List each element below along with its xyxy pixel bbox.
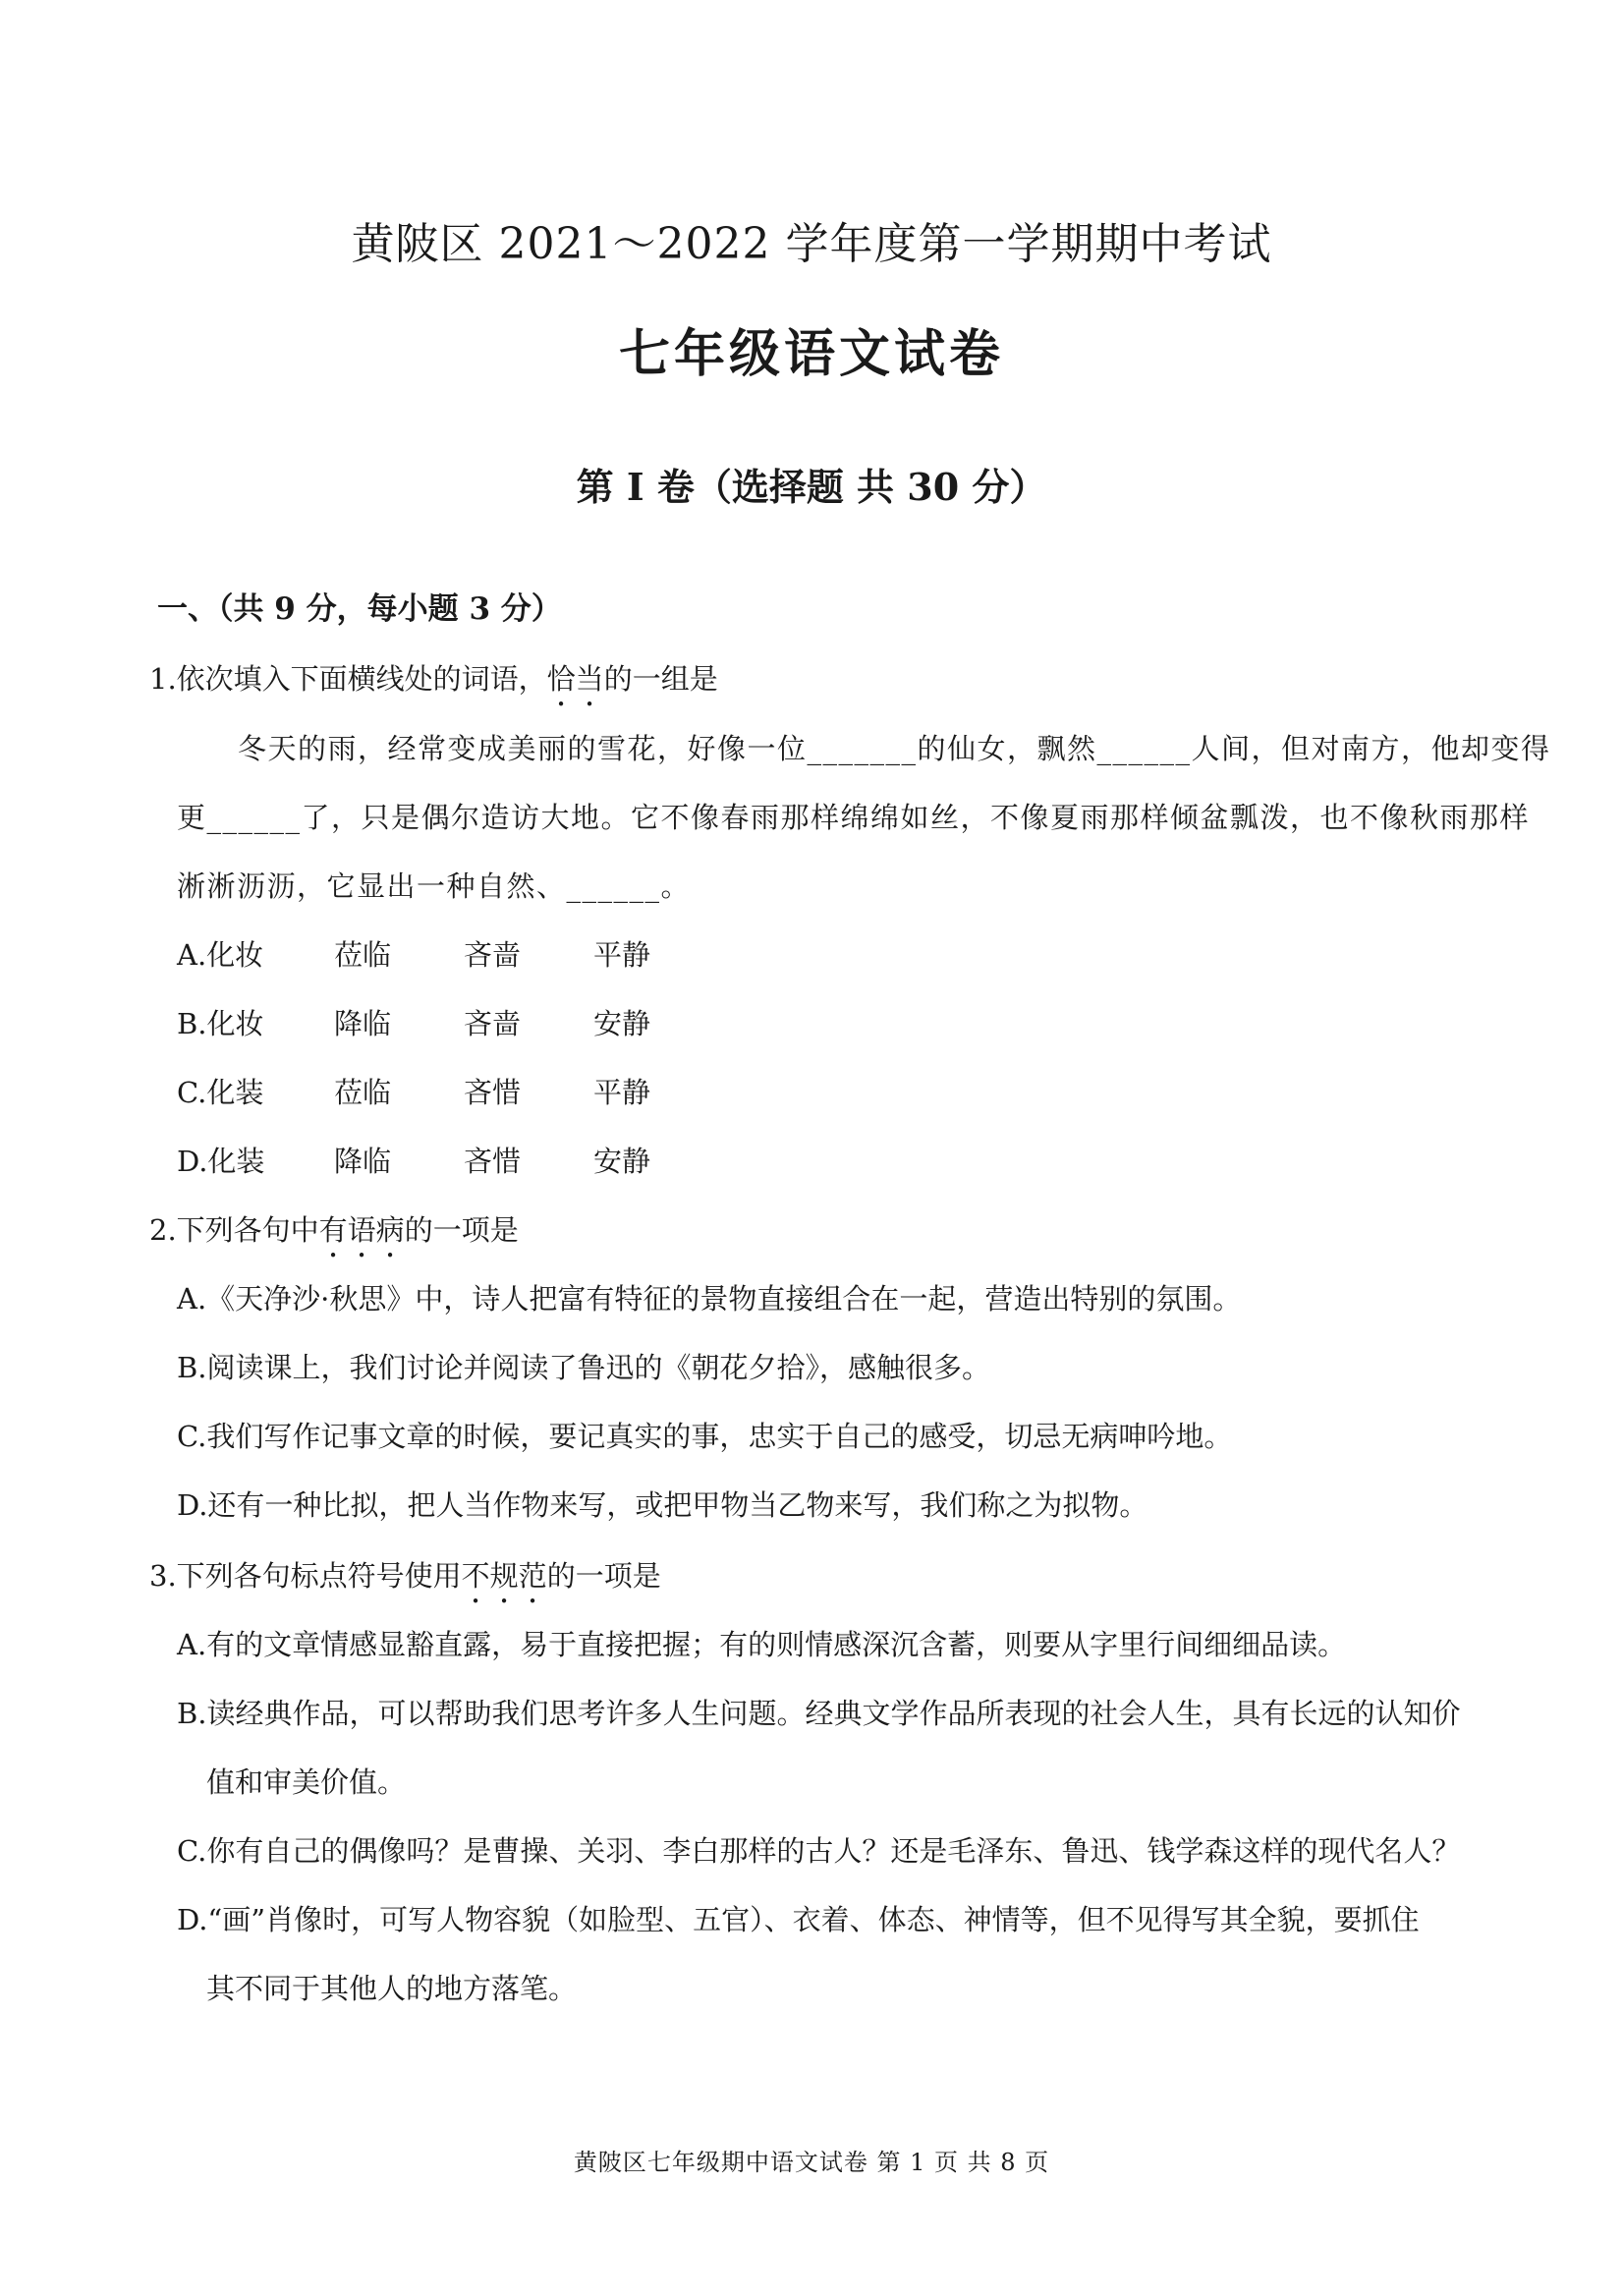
- question-3-stem: [149, 1554, 661, 1610]
- question-1-choice-d: [177, 1140, 711, 1180]
- choice-word: 吝啬: [464, 1007, 522, 1040]
- section-title: 第 I 卷（选择题 共 30 分）: [576, 465, 1047, 509]
- question-3-option-c: C.你有自己的偶像吗？是曹操、关羽、李白那样的古人？还是毛泽东、鲁迅、钱学森这样的现代名人？: [177, 1834, 1461, 1868]
- question-3-option-b: B.读经典作品，可以帮助我们思考许多人生问题。经典文学作品所表现的社会人生，具有长远的认知价: [177, 1697, 1461, 1730]
- choice-word: 降临: [334, 1007, 392, 1040]
- question-1-passage-line: 冬天的雨，经常变成美丽的雪花，好像一位_______的仙女，飘然______人间，但对南方，他却变得: [238, 732, 1551, 765]
- choice-word: A.化妆: [177, 938, 264, 972]
- question-3-option-b-continued: 值和审美价值。: [206, 1765, 407, 1799]
- exam-title: 黄陂区 2021～2022 学年度第一学期期中考试: [351, 219, 1272, 269]
- choice-word: 吝啬: [464, 938, 522, 972]
- part-one-heading: 一、（共 9 分，每小题 3 分）: [157, 591, 562, 627]
- question-3-emphasis: 不规范: [461, 1559, 547, 1593]
- question-2-stem: [149, 1208, 519, 1264]
- choice-word: 莅临: [334, 938, 392, 972]
- choice-word: 降临: [334, 1145, 392, 1178]
- question-2-option-b: B.阅读课上，我们讨论并阅读了鲁迅的《朝花夕拾》，感触很多。: [177, 1351, 991, 1384]
- choice-word: 吝惜: [464, 1076, 522, 1109]
- choice-word: 安静: [593, 1007, 651, 1040]
- choice-word: D.化装: [177, 1145, 265, 1178]
- paper-title: 七年级语文试卷: [618, 324, 1004, 384]
- question-1-passage-line: 更______了，只是偶尔造访大地。它不像春雨那样绵绵如丝，不像夏雨那样倾盆瓢泼，也不像秋雨那样: [177, 801, 1531, 834]
- question-3-option-d-continued: 其不同于其他人的地方落笔。: [206, 1972, 578, 2005]
- question-1-emphasis: 恰当: [546, 662, 604, 696]
- choice-word: 安静: [593, 1145, 651, 1178]
- question-2-option-a: A.《天净沙·秋思》中，诗人把富有特征的景物直接组合在一起，营造出特别的氛围。: [177, 1282, 1242, 1316]
- question-2-stem-start: 2.下列各句中: [149, 1213, 319, 1247]
- question-2-option-c: C.我们写作记事文章的时候，要记真实的事，忠实于自己的感受，切忌无病呻吟地。: [177, 1420, 1233, 1453]
- choice-word: 平静: [593, 938, 651, 972]
- question-2-stem-end: 的一项是: [404, 1213, 519, 1247]
- choice-word: C.化装: [177, 1076, 264, 1109]
- question-1-choice-a: [177, 933, 711, 974]
- question-3-stem-end: 的一项是: [546, 1559, 661, 1593]
- choice-word: B.化妆: [177, 1007, 264, 1040]
- choice-word: 平静: [593, 1076, 651, 1109]
- question-1-choice-c: [177, 1071, 711, 1111]
- question-1-choice-b: [177, 1002, 711, 1042]
- question-1-stem-end: 的一组是: [603, 662, 718, 696]
- question-1-stem: [149, 657, 718, 713]
- question-3-stem-start: 3.下列各句标点符号使用: [149, 1559, 462, 1593]
- question-3-option-d: D.“画”肖像时，可写人物容貌（如脸型、五官）、衣着、体态、神情等，但不见得写其全貌，要抓住: [177, 1903, 1420, 1936]
- choice-word: 莅临: [334, 1076, 392, 1109]
- question-1-stem-start: 1.依次填入下面横线处的词语，: [149, 662, 547, 696]
- question-1-passage-line: 淅淅沥沥，它显出一种自然、______。: [177, 869, 692, 903]
- question-2-emphasis: 有语病: [318, 1213, 405, 1247]
- page-footer: 黄陂区七年级期中语文试卷 第 1 页 共 8 页: [573, 2149, 1050, 2176]
- question-2-option-d: D.还有一种比拟，把人当作物来写，或把甲物当乙物来写，我们称之为拟物。: [177, 1488, 1148, 1522]
- question-3-option-a: A.有的文章情感显豁直露，易于直接把握；有的则情感深沉含蓄，则要从字里行间细细品读。: [177, 1628, 1347, 1661]
- choice-word: 吝惜: [464, 1145, 522, 1178]
